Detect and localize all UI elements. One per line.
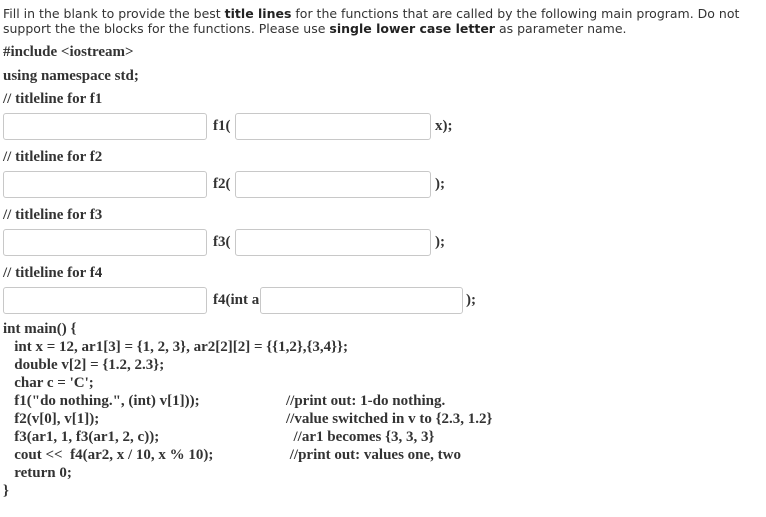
- instr-bold-1: title lines: [224, 6, 292, 21]
- f3-suffix: );: [435, 234, 445, 250]
- comment-value-switched: //value switched in v to {2.3, 1.2}: [286, 411, 493, 427]
- namespace-line: using namespace std;: [3, 68, 139, 84]
- instr-text-2: for the functions that are called by the following main program. Do not support the the blocks for the functions. Please use: [3, 6, 740, 36]
- instr-bold-2: single lower case letter: [329, 21, 495, 36]
- f2-suffix: );: [435, 176, 445, 192]
- comment-f1: // titleline for f1: [3, 91, 103, 107]
- main-line-5: f1("do nothing.", (int) v[1]));: [3, 393, 200, 409]
- f2-param-input[interactable]: [235, 171, 431, 198]
- f1-return-type-input[interactable]: [3, 113, 207, 140]
- main-line-8: cout << f4(ar2, x / 10, x % 10);: [3, 447, 214, 463]
- f1-param-input[interactable]: [235, 113, 431, 140]
- f2-return-type-input[interactable]: [3, 171, 207, 198]
- main-line-4: char c = 'C';: [3, 375, 94, 391]
- main-line-10: }: [3, 483, 9, 499]
- f1-name: f1(: [213, 118, 231, 134]
- f4-name: f4(int a: [213, 292, 260, 308]
- main-line-6: f2(v[0], v[1]);: [3, 411, 100, 427]
- f4-suffix: );: [466, 292, 476, 308]
- comment-print-do-nothing: //print out: 1-do nothing.: [286, 393, 446, 409]
- f3-param-input[interactable]: [235, 229, 431, 256]
- f3-name: f3(: [213, 234, 231, 250]
- main-line-3: double v[2] = {1.2, 2.3};: [3, 357, 165, 373]
- comment-f2: // titleline for f2: [3, 149, 103, 165]
- main-line-2: int x = 12, ar1[3] = {1, 2, 3}, ar2[2][2] = {{1,2},{3,4}};: [3, 339, 348, 355]
- comment-print-values: //print out: values one, two: [286, 447, 462, 463]
- main-line-1: int main() {: [3, 321, 77, 337]
- comment-ar1-becomes: //ar1 becomes {3, 3, 3}: [286, 429, 435, 445]
- main-line-7: f3(ar1, 1, f3(ar1, 2, c));: [3, 429, 160, 445]
- f4-param-input[interactable]: [260, 287, 463, 314]
- instructions: [3, 6, 763, 36]
- f1-suffix: x);: [435, 118, 453, 134]
- include-line: #include <iostream>: [3, 44, 134, 60]
- f4-return-type-input[interactable]: [3, 287, 207, 314]
- f3-return-type-input[interactable]: [3, 229, 207, 256]
- comment-f3: // titleline for f3: [3, 207, 103, 223]
- main-line-9: return 0;: [3, 465, 72, 481]
- instr-text-3: as parameter name.: [494, 21, 627, 36]
- comment-f4: // titleline for f4: [3, 265, 103, 281]
- instr-text-1: Fill in the blank to provide the best: [3, 6, 225, 21]
- f2-name: f2(: [213, 176, 231, 192]
